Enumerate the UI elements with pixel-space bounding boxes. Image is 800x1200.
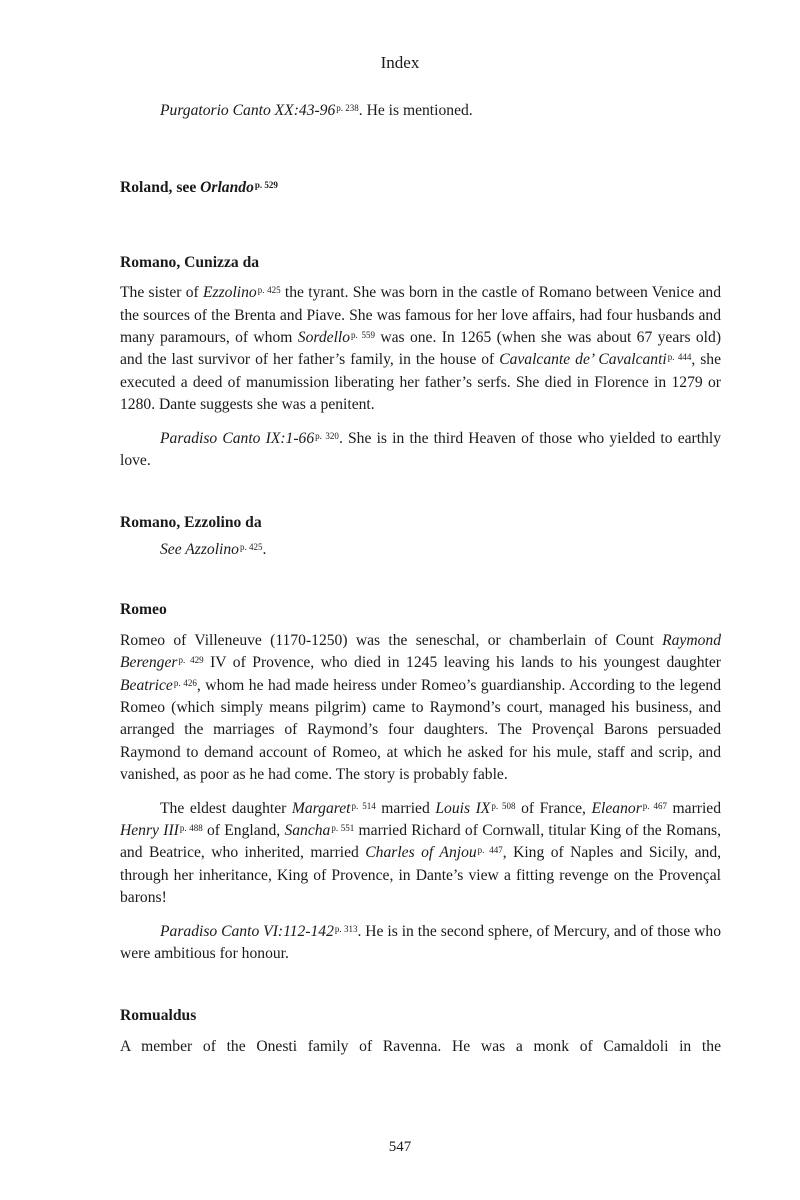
page-ref[interactable]: p. 529 — [254, 180, 278, 191]
entry-body: The sister of Ezzolino$^{p. 425}$ the tyrant. She was born in the castle of Romano between Venice and the sources of the Brenta and Piave. She was famous for her love affairs, had four husbands and many paramours, of whom Sordello$^{p. 559}$ was one. In 1265 (when she was about 67 years old) and the last survivor of her father’s family, in the house of Cavalcante de’ Cavalcanti$^{p. 444}$, she executed a deed of manumission liberating her father’s serfs. She died in Florence in 1279 or 1280. Dante suggests she was a penitent. — [120, 284, 722, 414]
entry-heading-romeo: Romeo — [120, 601, 167, 619]
cross-ref-link[interactable]: Eleanor — [591, 799, 642, 817]
canto-reference[interactable]: Purgatorio Canto XX:43-96 — [160, 102, 336, 119]
cross-ref-link[interactable]: Beatrice — [120, 676, 173, 694]
page-ref[interactable]: p. 559 — [351, 330, 375, 341]
entry-heading-romualdus: Romualdus — [120, 1007, 197, 1025]
canto-reference[interactable]: Paradiso Canto VI:112-142 — [160, 922, 334, 940]
cross-ref-link[interactable]: Sancha — [284, 821, 331, 839]
entry-heading-cunizza: Romano, Cunizza da — [120, 253, 260, 271]
running-head: Index — [380, 53, 420, 72]
page-content — [120, 100, 721, 1058]
cross-ref-link[interactable]: Ezzolino — [203, 284, 257, 302]
page-number: 547 — [388, 1139, 412, 1155]
entry-citation: Paradiso Canto VI:112-142$^{p. 313}$. He is in the second sphere, of Mercury, and of those who were ambitious for honour. — [120, 922, 721, 962]
cross-ref-link[interactable]: Margaret — [291, 799, 351, 817]
page-ref[interactable]: p. 508 — [491, 800, 516, 811]
page-ref[interactable]: p. 320 — [315, 430, 339, 441]
page-ref[interactable]: p. 425 — [239, 541, 263, 552]
cross-ref-link[interactable]: Henry III — [120, 821, 179, 839]
page-ref[interactable]: p. 551 — [331, 822, 355, 833]
canto-reference[interactable]: Paradiso Canto IX:1-66 — [160, 429, 315, 447]
page-ref[interactable]: p. 444 — [667, 352, 692, 363]
cross-ref-link[interactable]: Charles of Anjou — [365, 844, 477, 862]
entry-heading-roland: Roland, see Orlando$^{p. 529}$ — [120, 179, 278, 197]
page-ref[interactable]: p. 426 — [173, 677, 197, 688]
page-ref[interactable]: p. 488 — [179, 822, 203, 833]
page-ref[interactable]: p. 238 — [336, 103, 359, 113]
entry-body: See Azzolino$^{p. 425}$. — [160, 540, 267, 558]
cross-ref-link[interactable]: Sordello — [297, 329, 351, 347]
cross-ref-link[interactable]: Raymond Berenger — [120, 631, 721, 672]
citation-text: . He is mentioned. — [358, 102, 473, 119]
page-ref[interactable]: p. 313 — [334, 923, 358, 934]
entry-body: A member of the Onesti family of Ravenna. He was a monk of Camaldoli in the — [120, 1037, 721, 1055]
page-ref[interactable]: p. 447 — [477, 845, 503, 856]
page-ref[interactable]: p. 425 — [257, 285, 281, 296]
page-ref[interactable]: p. 514 — [351, 800, 376, 811]
entry-body: The eldest daughter Margaret$^{p. 514}$ married Louis IX$^{p. 508}$ of France, Eleanor$^{p. 467}$ married Henry III$^{p. 488}$ of England, Sancha$^{p. 551}$ married Richard of Cornwall, titular King of the Romans, and Beatrice, who inherited, married Charles of Anjou$^{p. 447}$, King of Naples and Sicily, and, through her inheritance, King of Provence, in Dante’s view a fitting revenge on the Provençal barons! — [120, 799, 722, 907]
intro-citation — [120, 100, 721, 122]
entry-body: Romeo of Villeneuve (1170-1250) was the seneschal, or chamberlain of Count Raymond Berenger$^{p. 429}$ IV of Provence, who died in 1245 leaving his lands to his youngest daughter Beatrice$^{p. 426}$, whom he had made heiress under Romeo’s guardianship. According to the legend Romeo (which simply means pilgrim) came to Raymond’s court, managed his business, and arranged the marriages of Raymond’s four daughters. The Provençal Barons persuaded Raymond to demand account of Romeo, at which he asked for his mule, staff and scrip, and vanished, as poor as he had come. The story is probably fable. — [120, 631, 722, 784]
entry-heading-ezzolino: Romano, Ezzolino da — [120, 514, 262, 532]
cross-ref-link[interactable]: Louis IX — [435, 799, 491, 817]
entry-citation: Paradiso Canto IX:1-66$^{p. 320}$. She is in the third Heaven of those who yielded to earthly love. — [120, 429, 722, 470]
cross-ref-link[interactable]: Azzolino — [185, 540, 239, 558]
cross-ref-link[interactable]: Orlando — [200, 179, 254, 197]
page-ref[interactable]: p. 467 — [642, 800, 667, 811]
page-ref[interactable]: p. 429 — [178, 655, 204, 666]
cross-ref-link[interactable]: Cavalcante de’ Cavalcanti — [499, 351, 667, 369]
